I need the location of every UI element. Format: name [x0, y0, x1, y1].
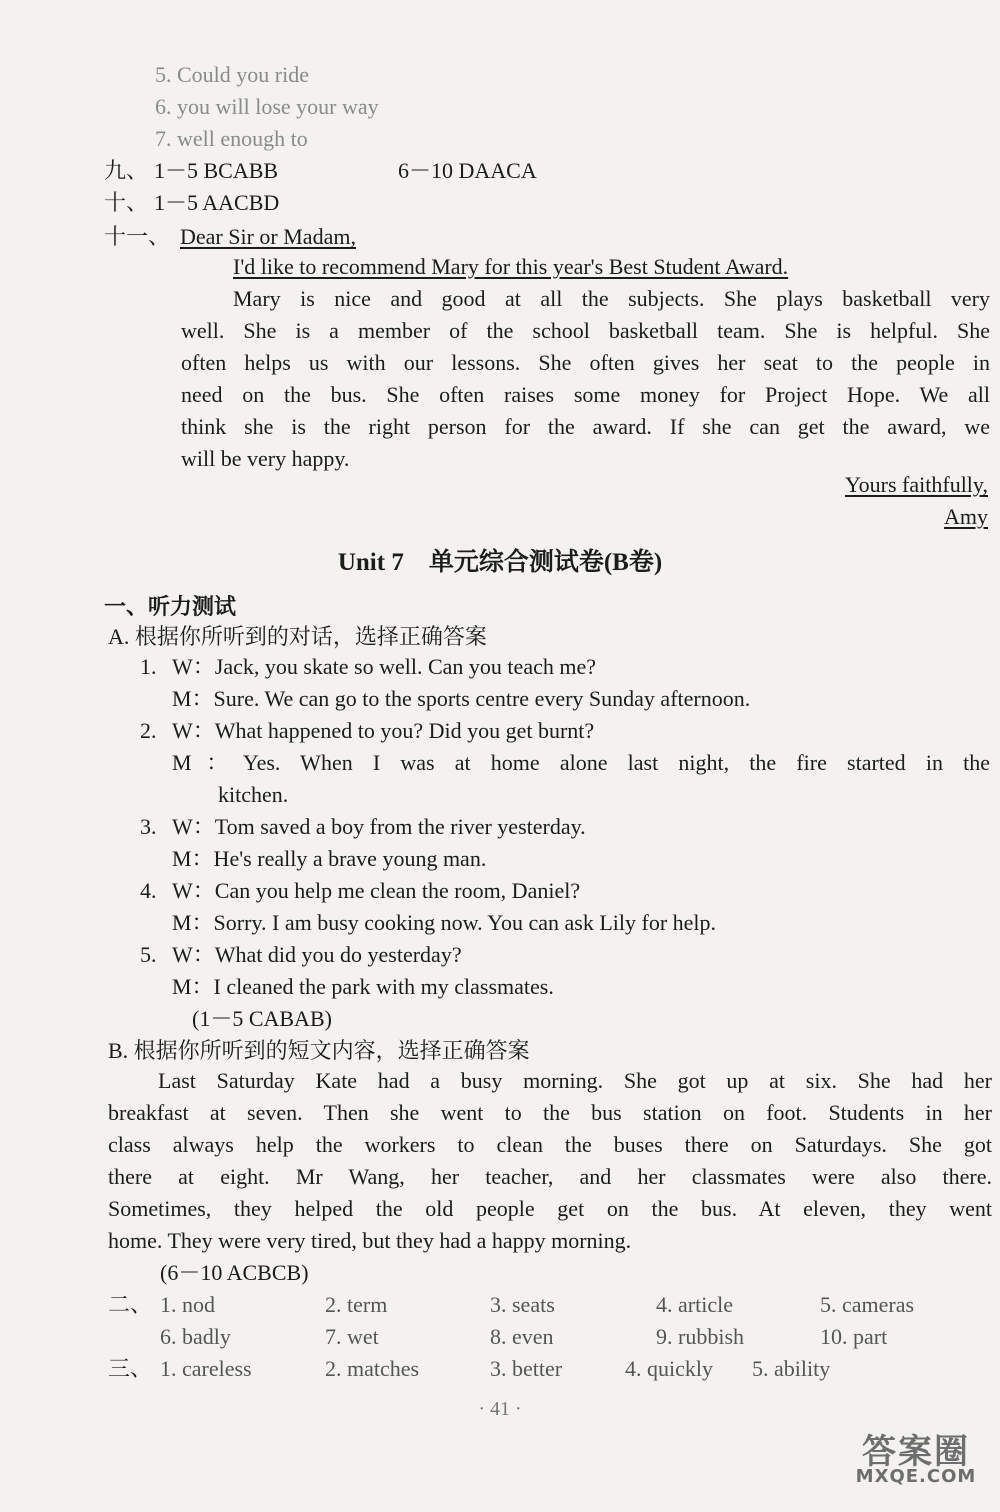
sub-heading: A. 根据你所听到的对话，选择正确答案 — [108, 624, 487, 649]
vocab-answer: 2. term — [325, 1292, 388, 1317]
watermark-logo — [846, 1418, 986, 1498]
dialogue-line: W：Jack, you skate so well. Can you teach me? — [172, 654, 596, 679]
dialogue-line: M：He's really a brave young man. — [172, 846, 487, 871]
section-label: 二、 — [108, 1292, 153, 1317]
passage-line: Sometimes, they helped the old people get on the bus. At eleven, they went — [108, 1196, 992, 1221]
section-label: 九、 — [104, 158, 149, 183]
section-label: 十一、 — [104, 224, 171, 249]
answer-group: (6－10 ACBCB) — [160, 1260, 309, 1285]
dialogue-number: 2. — [140, 718, 157, 743]
dialogue-number: 1. — [140, 654, 157, 679]
dialogue-line: W：Tom saved a boy from the river yesterday. — [172, 814, 586, 839]
answer-item: 7. well enough to — [155, 126, 308, 151]
passage-line: Last Saturday Kate had a busy morning. She got up at six. She had her — [158, 1068, 992, 1093]
answer-group: (1－5 CABAB) — [192, 1006, 332, 1031]
vocab-answer: 10. part — [820, 1324, 888, 1349]
watermark-text: 答案圈 — [862, 1432, 970, 1472]
vocab-answer: 4. article — [656, 1292, 733, 1317]
letter-signature: Amy — [944, 504, 988, 529]
section-label: 十、 — [104, 190, 149, 215]
letter-body-line: will be very happy. — [181, 446, 350, 471]
dialogue-line: W：What did you do yesterday? — [172, 942, 462, 967]
vocab-answer: 2. matches — [325, 1356, 420, 1381]
dialogue-line: M：I cleaned the park with my classmates. — [172, 974, 554, 999]
dialogue-number: 3. — [140, 814, 157, 839]
dialogue-line: W：Can you help me clean the room, Daniel? — [172, 878, 581, 903]
sub-heading: B. 根据你所听到的短文内容，选择正确答案 — [108, 1038, 530, 1063]
vocab-answer: 7. wet — [325, 1324, 379, 1349]
dialogue-line: M：Sorry. I am busy cooking now. You can ask Lily for help. — [172, 910, 717, 935]
dialogue-number: 5. — [140, 942, 157, 967]
dialogue-line: M：Yes. When I was at home alone last night, the fire started in the — [172, 750, 990, 775]
unit-title: Unit 7 单元综合测试卷(B卷) — [337, 549, 663, 576]
answer-group: 1－5 BCABB — [154, 158, 279, 183]
passage-line: breakfast at seven. Then she went to the bus station on foot. Students in her — [108, 1100, 992, 1125]
letter-body-line: well. She is a member of the school basketball team. She is helpful. She — [181, 318, 990, 343]
vocab-answer: 4. quickly — [625, 1356, 713, 1381]
dialogue-number: 4. — [140, 878, 157, 903]
answer-group: 1－5 AACBD — [154, 190, 280, 215]
letter-body-line: think she is the right person for the award. If she can get the award, we — [181, 414, 990, 439]
letter-greeting: Dear Sir or Madam, — [180, 224, 356, 249]
passage-line: class always help the workers to clean the buses there on Saturdays. She got — [108, 1132, 992, 1157]
letter-body-line: often helps us with our lessons. She often gives her seat to the people in — [181, 350, 990, 375]
letter-closing: Yours faithfully, — [844, 472, 988, 497]
vocab-answer: 1. careless — [160, 1356, 252, 1381]
vocab-answer: 6. badly — [160, 1324, 231, 1349]
passage-line: home. They were very tired, but they had a happy morning. — [108, 1228, 632, 1253]
vocab-answer: 1. nod — [160, 1292, 215, 1317]
answer-item: 6. you will lose your way — [155, 94, 379, 119]
dialogue-line: W：What happened to you? Did you get burnt? — [172, 718, 595, 743]
section-label: 三、 — [108, 1356, 153, 1381]
dialogue-line: M：Sure. We can go to the sports centre every Sunday afternoon. — [172, 686, 751, 711]
passage-line: there at eight. Mr Wang, her teacher, and her classmates were also there. — [108, 1164, 992, 1189]
answer-item: 5. Could you ride — [155, 62, 309, 87]
letter-body-line: Mary is nice and good at all the subjects. She plays basketball very — [233, 286, 990, 311]
vocab-answer: 9. rubbish — [656, 1324, 744, 1349]
vocab-answer: 3. better — [490, 1356, 563, 1381]
watermark-url: MXQE.COM — [855, 1466, 977, 1487]
letter-intro: I'd like to recommend Mary for this year's Best Student Award. — [233, 254, 789, 279]
vocab-answer: 5. ability — [752, 1356, 831, 1381]
part-heading: 一、听力测试 — [104, 594, 237, 619]
vocab-answer: 3. seats — [490, 1292, 555, 1317]
letter-body-line: need on the bus. She often raises some money for Project Hope. We all — [181, 382, 990, 407]
vocab-answer: 8. even — [490, 1324, 554, 1349]
vocab-answer: 5. cameras — [820, 1292, 915, 1317]
dialogue-line: kitchen. — [218, 782, 289, 807]
answer-group: 6－10 DAACA — [398, 158, 537, 183]
page-number: · 41 · — [478, 1398, 522, 1420]
